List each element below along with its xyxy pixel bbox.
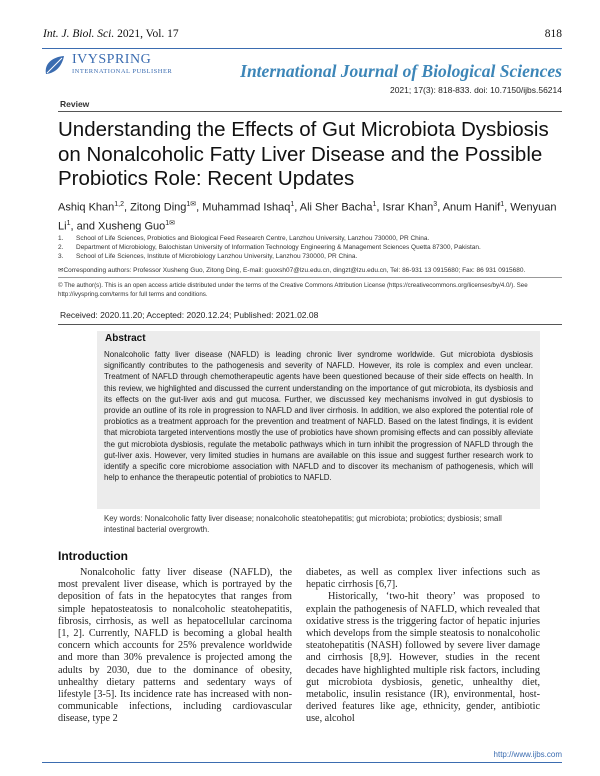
author-name: Ali Sher Bacha [299, 201, 373, 214]
author-name: Muhammad Ishaq [202, 201, 291, 214]
running-header [43, 28, 179, 40]
page-number: 818 [544, 28, 562, 40]
section-heading-introduction: Introduction [58, 549, 128, 563]
author-name: Zitong Ding [130, 201, 187, 214]
author-name: Ashiq Khan [58, 201, 115, 214]
author-affiliation-mark: 1,2 [114, 201, 124, 208]
author-list: Ashiq Khan$^{1,2}$, Zitong Ding$^{1✉}$, Muhammad Ishaq$^1$, Ali Sher Bacha$^1$, Israr Khan$^3$, Anum Hanif$^1$, Wenyuan Li$^1$, and Xusheng Guo$^{1✉}$ [58, 201, 557, 233]
abstract-text: Nonalcoholic fatty liver disease (NAFLD) is leading chronic liver syndrome worldwide. Gut microbiota dysbiosis significantly contributes to the pathogenesis and severity of NAFLD. However, its role is complex and even unclear. Treatment of NAFLD through chemotherapeutic agents have been questioned because of their side effects on health. In this review, we highlighted and discussed the current understanding on the importance of gut microbiota, its dysbiosis and its effects on the gut-liver axis and gut mucosa. Further, we discussed key mechanisms involved in gut dysbiosis to provide an outline of its role in progression to NAFLD and liver cirrhosis. In addition, we also explored the potential role of probiotics as a treatment approach for the prevention and treatment of NAFLD. Based on the latest findings, it is evident that microbiota targeted interventions mostly the use of probiotics have shown promising effects and can possibly alleviate the gut microbiota dysbiosis, regulate the metabolic pathways which in turn inhibit the progression of NAFLD through the gut-liver axis. However, very limited studies in humans are available on this issue and suggest further research work to identify a specific core microbiome association with NAFLD and to discover its mechanism of pathogenesis, which will help to enhance the therapeutic potential of probiotics to NAFLD. [104, 350, 533, 483]
header-rule [42, 48, 562, 49]
article-title: Understanding the Effects of Gut Microbiota Dysbiosis on Nonalcoholic Fatty Liver Disease and the Possible Probiotics Role: Recent Updates [58, 118, 549, 190]
author-name: Anum Hanif [442, 201, 501, 214]
publisher-name: IVYSPRING [72, 52, 152, 67]
author-affiliation-mark: 1✉ [165, 220, 176, 228]
author-affiliation-mark: 1 [290, 201, 295, 208]
journal-url[interactable]: http://www.ijbs.com [493, 750, 562, 759]
journal-short: Int. J. Biol. Sci. [43, 28, 115, 40]
dates-rule [58, 324, 562, 325]
copyright-notice: © The author(s). This is an open access article distributed under the terms of the Creative Commons Attribution License (https://creativecommons.org/licenses/by/4.0/). See http://ivyspring.com/terms for full terms and conditions. [58, 282, 528, 298]
journal-title: International Journal of Biological Sciences [240, 61, 562, 81]
author-affiliation-mark: 1 [500, 201, 505, 208]
paragraph: diabetes, as well as complex liver infections such as hepatic cirrhosis [6,7]. [306, 567, 540, 591]
affiliation: 1. School of Life Sciences, Probiotics and Biological Feed Research Centre, Lanzhou University, Lanzhou 730000, PR China. [58, 235, 430, 242]
ivyspring-leaf-icon [42, 54, 70, 78]
type-rule [58, 111, 562, 112]
affiliation: 3. School of Life Sciences, Institute of Microbiology Lanzhou University, Lanzhou 730000, PR China. [58, 253, 358, 260]
abstract-heading: Abstract [105, 333, 146, 344]
keywords: Key words: Nonalcoholic fatty liver disease; nonalcoholic steatohepatitis; gut microbiota; probiotics; dysbiosis; small intestinal bacterial overgrowth. [104, 514, 502, 534]
author-name: Israr Khan [382, 201, 434, 214]
author-name: Wenyuan Li [58, 201, 557, 233]
footer-rule [42, 762, 562, 763]
citation: 2021; 17(3): 818-833. doi: 10.7150/ijbs.56214 [389, 85, 562, 95]
corresponding-authors: ✉Corresponding authors: Professor Xusheng Guo, Zitong Ding, E-mail: guoxsh07@lzu.edu.cn, dingzt@lzu.edu.cn, Tel: 86-931 13 0915680; Fax: 86 931 0915680. [58, 267, 526, 274]
text-column-left [58, 567, 292, 726]
article-type: Review [60, 99, 90, 109]
paragraph: Historically, ‘two-hit theory’ was proposed to explain the pathogenesis of NAFLD, which revealed that oxidative stress is the triggering factor of hepatic injuries which develops from the simple steatosis to nonalcoholic steatohepatitis (NASH) followed by severe liver damage and cirrhosis [8,9]. However, studies in the recent decades have highlighted multiple risk factors, including gut microbiota dysbiosis, genetic, unhealthy diet, metabolic, insulin resistance (IR), environmental, host-derived features like age, ethnicity, gender, antibiotic use, alcohol [306, 591, 540, 725]
divider [58, 277, 562, 278]
author-affiliation-mark: 1 [372, 201, 377, 208]
author-affiliation-mark: 1✉ [186, 201, 197, 208]
paragraph: Nonalcoholic fatty liver disease (NAFLD), the most prevalent liver disease, which is portrayed by the deposition of fats in the hepatocytes that ranges from simple hepatosteatosis to nonalcoholic steatohepatitis, fibrosis, cirrhosis, as well as hepatocellular carcinoma [1, 2]. Currently, NAFLD is becoming a global health concern which accounts for 25% prevalence worldwide and more than 30% prevalence is projected among the adults by 2030, due to the dominance of obesity, unhealthy dietary patterns and sedentary ways of lifestyle [3-5]. Its incidence rate has increased with non-communicable infections, including cardiovascular disease, type 2 [58, 567, 292, 725]
author-affiliation-mark: 1 [66, 220, 71, 228]
author-affiliation-mark: 3 [433, 201, 438, 208]
text-column-right [306, 567, 540, 726]
author-name: Xusheng Guo [98, 220, 166, 233]
publisher-subtitle: INTERNATIONAL PUBLISHER [72, 68, 173, 75]
affiliation: 2. Department of Microbiology, Balochistan University of Information Technology Engineering & Management Sciences Quetta 87300, Pakistan. [58, 244, 481, 251]
year-volume: 2021, Vol. 17 [117, 28, 179, 40]
publication-dates: Received: 2020.11.20; Accepted: 2020.12.24; Published: 2021.02.08 [60, 310, 319, 320]
